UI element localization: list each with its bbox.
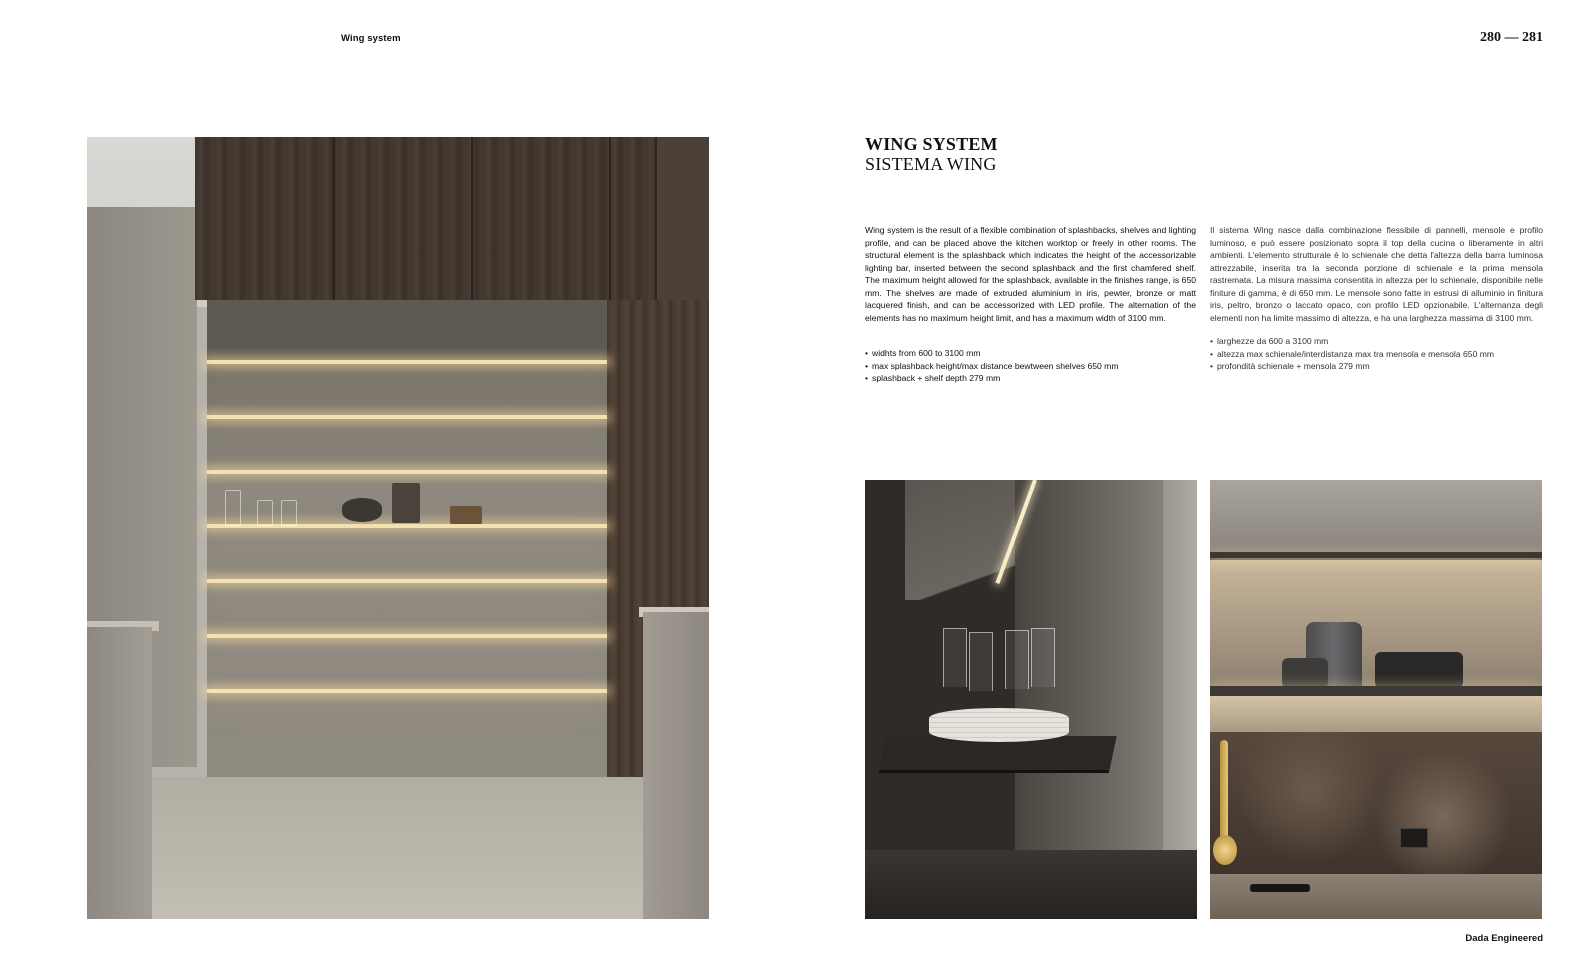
- lit-shelf-niche: [207, 300, 607, 790]
- brand-footer: Dada Engineered: [1465, 933, 1543, 944]
- glass: [969, 632, 993, 691]
- led-shelf: [207, 579, 607, 583]
- glass: [1005, 630, 1029, 689]
- led-shelf: [207, 634, 607, 638]
- spec-item: • splashback + shelf depth 279 mm: [865, 372, 1205, 385]
- detail-photo-marble: [1210, 480, 1542, 919]
- floor: [87, 777, 709, 919]
- detail-photo-glasses: [865, 480, 1197, 919]
- pot: [1375, 652, 1463, 688]
- spec-item: • larghezze da 600 a 3100 mm: [1210, 335, 1550, 348]
- spec-item: • widhts from 600 to 3100 mm: [865, 347, 1205, 360]
- canister: [392, 483, 420, 523]
- counter-top: [1210, 874, 1542, 919]
- pot: [450, 506, 482, 524]
- title-it: SISTEMA WING: [865, 154, 997, 174]
- body-text-it: Il sistema Wing nasce dalla combinazione flessibile di pannelli, mensole e profilo luminoso, e può essere posizionato sopra il top della cucina o liberamente in altri ambienti. L'elemento strutturale è lo schienale che detta l'altezza della barra luminosa attrezzabile, inserita tra la seconda porzione di schienale e la prima mensola rastremata. La misura massima consentita in altezza per lo schienale, disponibile nelle finiture di gamma, è di 650 mm. Le mensole sono fatte in estrusi di alluminio in finitura iris, peltro, bronzo o laccato opaco, con profilo LED opzionabile. L'alternanza degli elementi non ha limite massimo di altezza, e ha una larghezza massima di 3100 mm.: [1210, 225, 1543, 323]
- body-text-en: Wing system is the result of a flexible combination of splashbacks, shelves and lighting profile, and can be placed above the kitchen worktop or freely in other rooms. The structural element is the splashback which indicates the height of the accessorizable lighting bar, inserted between the second splashback and the first chamfered shelf. The maximum height allowed for the splashback, available in the finishes range, is 650 mm. The shelves are made of extruded aluminium in iris, pewter, bronze or matt lacquered finish, and can be accessorized with LED profile. The alternation of the elements has no maximum height limit, and has a maximum width of 3100 mm.: [865, 225, 1196, 323]
- counter-right: [643, 612, 709, 919]
- led-shelf: [207, 470, 607, 474]
- led-shelf: [207, 689, 607, 693]
- spec-item: • max splashback height/max distance bewtween shelves 650 mm: [865, 360, 1205, 373]
- led-shelf: [207, 415, 607, 419]
- spec-list-en: [865, 347, 1205, 385]
- led-shelf: [1210, 552, 1542, 558]
- led-shelf: [1210, 686, 1542, 696]
- phone: [1250, 884, 1310, 892]
- glass: [943, 628, 967, 687]
- title-en: WING SYSTEM: [865, 134, 998, 154]
- ladle: [1220, 740, 1228, 850]
- wood-wall-cabinets: [195, 137, 709, 300]
- counter-left: [87, 627, 152, 919]
- led-shelf: [207, 360, 607, 364]
- glass: [1031, 628, 1055, 687]
- bowl: [1282, 658, 1328, 688]
- power-socket: [1400, 828, 1428, 848]
- stacked-plates: [929, 708, 1069, 742]
- section-label: Wing system: [341, 33, 401, 44]
- glass: [257, 500, 273, 526]
- spec-item: • altezza max schienale/interdistanza max tra mensola e mensola 650 mm: [1210, 348, 1550, 361]
- glass: [281, 500, 297, 526]
- main-kitchen-photo: [87, 137, 709, 919]
- spec-item: • profondità schienale + mensola 279 mm: [1210, 360, 1550, 373]
- page-numbers: 280 — 281: [1480, 30, 1543, 45]
- spec-list-it: [1210, 335, 1550, 373]
- glass: [225, 490, 241, 526]
- bowl: [342, 498, 382, 522]
- marble-splashback: [1210, 732, 1542, 874]
